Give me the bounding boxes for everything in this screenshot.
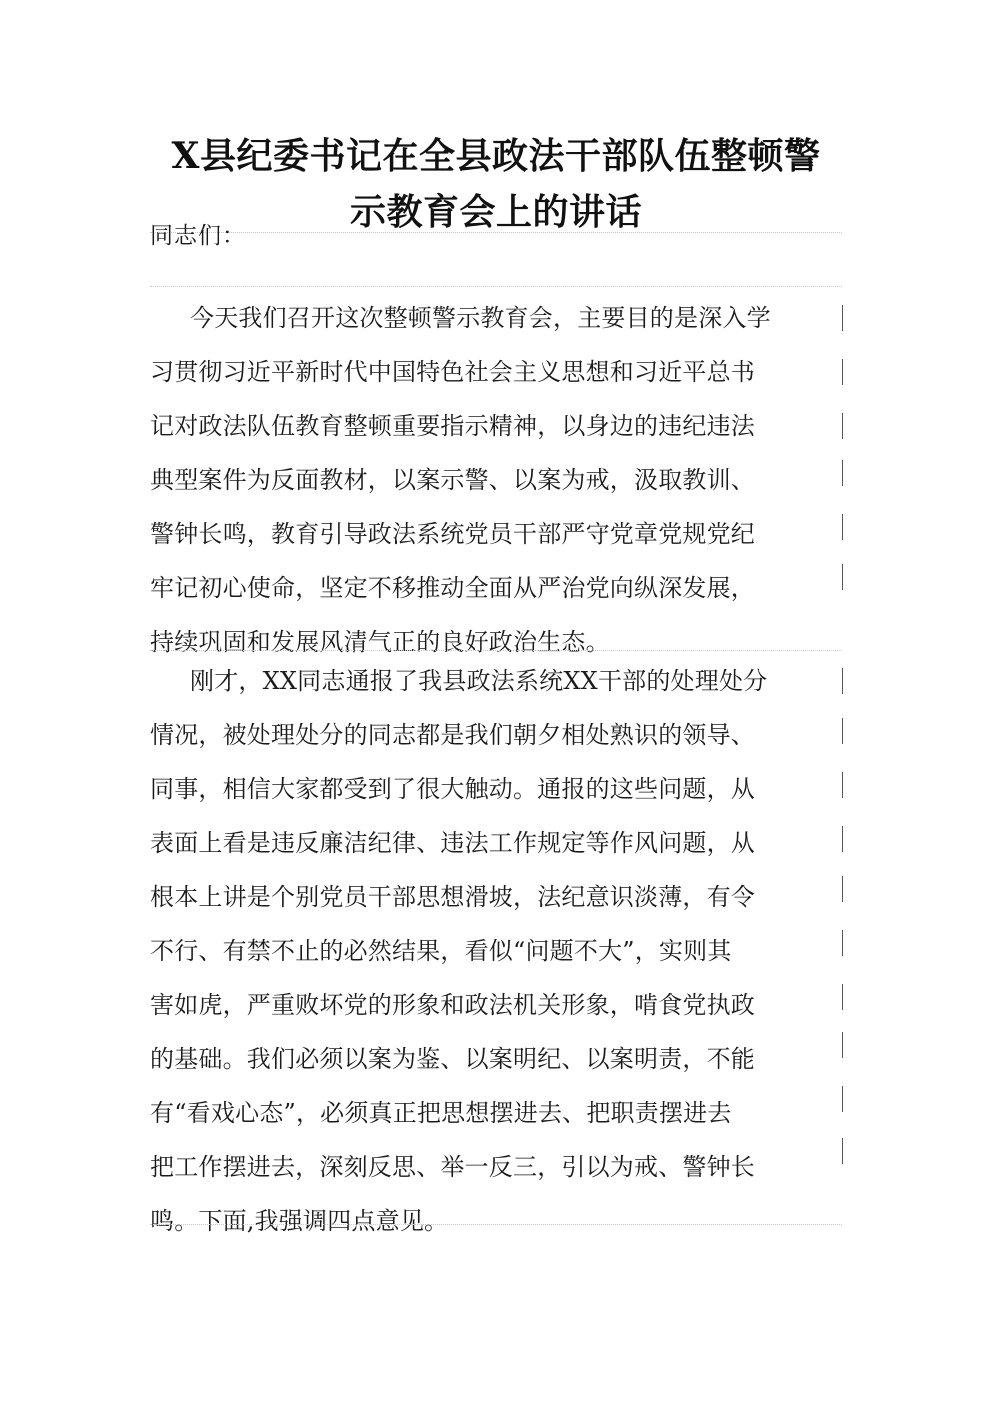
paragraph-line: 不行、有禁不止的必然结果，看似“问题不大”，实则其 [150,937,732,965]
paragraph-line: 同事，相信大家都受到了很大触动。通报的这些问题，从 [150,775,755,803]
margin-mark [842,564,843,590]
margin-mark [842,984,843,1010]
margin-mark [842,1032,843,1058]
margin-mark [842,826,843,852]
paragraph-line: 习贯彻习近平新时代中国特色社会主义思想和习近平总书 [150,358,755,386]
title-line-2: 示教育会上的讲话 [349,191,642,233]
margin-mark [842,668,843,694]
paragraph-line: 情况，被处理处分的同志都是我们朝夕相处熟识的领导、 [150,721,755,749]
paragraph-line: 牢记初心使命，坚定不移推动全面从严治党向纵深发展， [150,574,755,602]
paragraph-line: 害如虎，严重败坏党的形象和政法机关形象，啃食党执政 [150,991,755,1019]
margin-mark [842,460,843,486]
title-line-1: X县纪委书记在全县政法干部队伍整顿警 [171,135,821,177]
margin-mark [842,413,843,439]
salutation: 同志们： [150,223,246,249]
paragraph-line: 刚才，XX同志通报了我县政法系统XX干部的处理处分 [190,667,768,695]
divider [150,650,842,651]
paragraph-line: 今天我们召开这次整顿警示教育会，主要目的是深入学 [190,304,771,332]
paragraph-line: 的基础。我们必须以案为鉴、以案明纪、以案明责，不能 [150,1045,755,1073]
margin-mark [842,1138,843,1164]
paragraph-line: 有“看戏心态”，必须真正把思想摆进去、把职责摆进去 [150,1099,732,1127]
margin-mark [842,772,843,798]
divider [150,1224,842,1225]
divider [150,232,842,233]
paragraph-line: 鸣。下面,我强调四点意见。 [150,1207,449,1235]
paragraph-1 [150,291,842,669]
margin-mark [842,930,843,956]
paragraph-line: 把工作摆进去，深刻反思、举一反三，引以为戒、警钟长 [150,1153,755,1181]
paragraph-line: 记对政法队伍教育整顿重要指示精神，以身边的违纪违法 [150,412,755,440]
margin-mark [842,1086,843,1112]
margin-mark [842,718,843,744]
divider [150,286,842,287]
margin-mark [842,876,843,902]
paragraph-line: 持续巩固和发展风清气正的良好政治生态。 [150,628,610,656]
paragraph-line: 典型案件为反面教材，以案示警、以案为戒，汲取教训、 [150,466,755,494]
margin-mark [842,359,843,385]
paragraph-line: 根本上讲是个别党员干部思想滑坡，法纪意识淡薄，有令 [150,883,755,911]
margin-mark [842,514,843,540]
document-title [150,128,842,240]
paragraph-2 [150,654,842,1248]
paragraph-line: 表面上看是违反廉洁纪律、违法工作规定等作风问题，从 [150,829,755,857]
margin-mark [842,305,843,331]
paragraph-line: 警钟长鸣，教育引导政法系统党员干部严守党章党规党纪 [150,520,755,548]
